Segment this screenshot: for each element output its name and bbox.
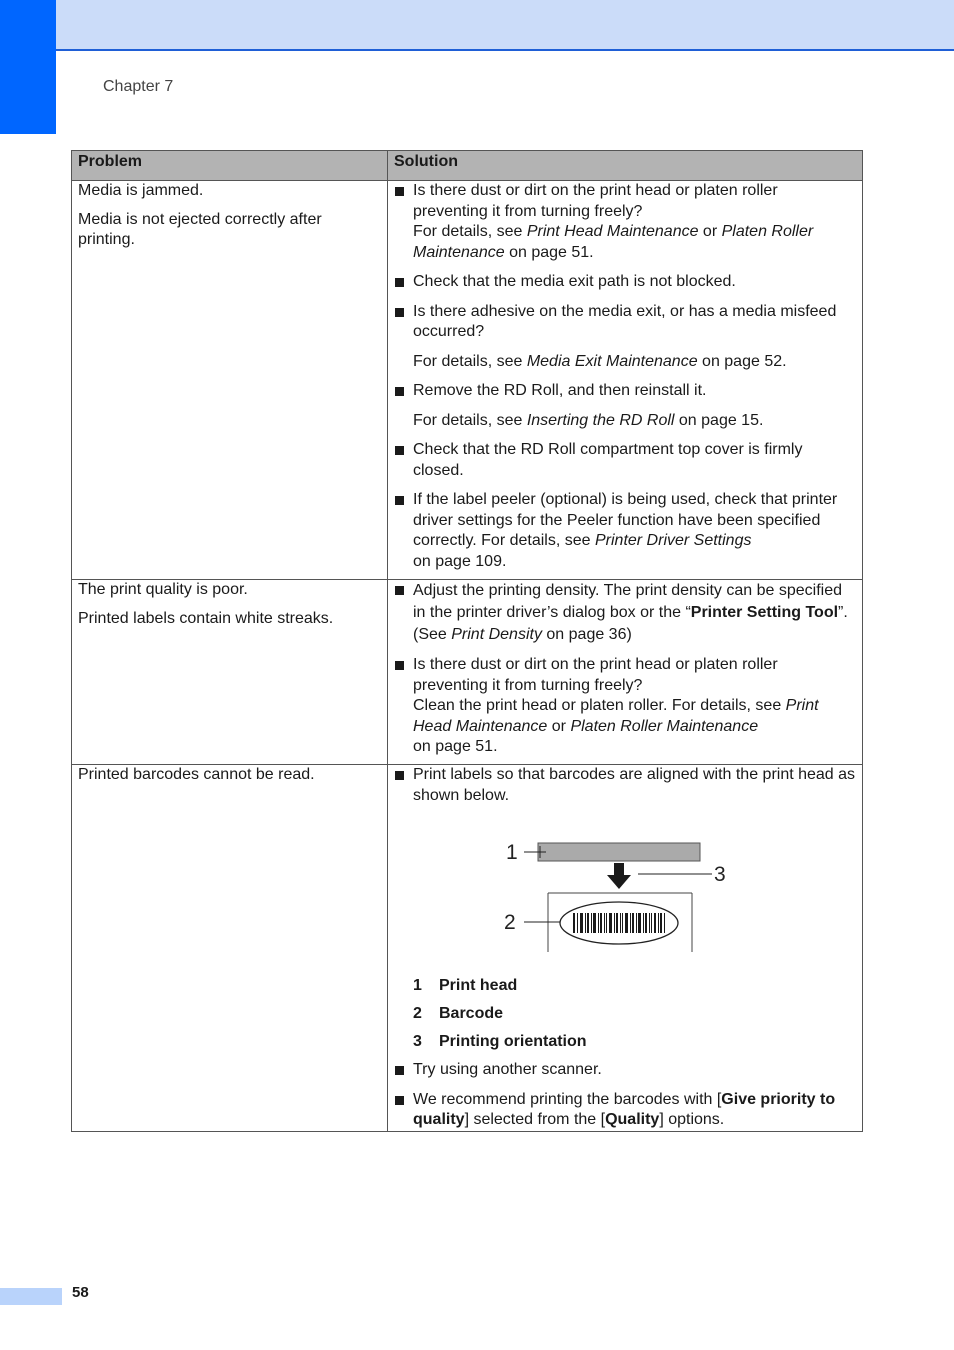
problem-text: Media is not ejected correctly after printing.: [78, 211, 322, 248]
cross-reference: Platen Roller Maintenance: [413, 223, 814, 261]
cross-reference: Platen Roller Maintenance: [570, 717, 759, 735]
solution-cell: [388, 181, 863, 580]
alignment-diagram: [490, 832, 730, 956]
problem-cell: [72, 765, 388, 1132]
table-header-row: [72, 151, 863, 181]
callout-2: 2: [504, 911, 516, 934]
page-number-tab: [0, 1288, 62, 1305]
problem-text: The print quality is poor.: [78, 581, 248, 598]
problem-text: Media is jammed.: [78, 182, 204, 199]
bullet-square-icon: [395, 771, 404, 780]
cross-reference: Printer Driver Settings: [594, 532, 752, 549]
solution-item: Print labels so that barcodes are aligned with the print head as shown below.: [394, 765, 856, 806]
barcode-alignment-figure: [394, 806, 834, 976]
bullet-square-icon: [395, 496, 404, 505]
problem-text: Printed barcodes cannot be read.: [78, 766, 315, 783]
legend-item: 2 Barcode: [413, 1005, 504, 1022]
chapter-side-tab: [0, 0, 56, 134]
callout-3: 3: [714, 863, 726, 886]
solution-item: Remove the RD Roll, and then reinstall it. For details, see Inserting the RD Roll on page 15.: [394, 381, 856, 431]
bullet-square-icon: [395, 1096, 404, 1105]
column-header-solution: Solution: [388, 151, 863, 181]
bullet-square-icon: [395, 308, 404, 317]
bullet-square-icon: [395, 446, 404, 455]
bullet-square-icon: [395, 187, 404, 196]
figure-legend: [394, 976, 856, 1052]
table-row: [72, 181, 863, 580]
page-number: 58: [72, 1284, 89, 1301]
problem-cell: [72, 580, 388, 765]
solution-cell: [388, 580, 863, 765]
cross-reference: Print Head Maintenance: [526, 223, 699, 240]
cross-reference: Print Head Maintenance: [413, 697, 819, 735]
callout-1: 1: [506, 841, 518, 864]
bullet-square-icon: [395, 661, 404, 670]
bullet-square-icon: [395, 387, 404, 396]
solution-item: If the label peeler (optional) is being used, check that printer driver settings for the Peeler function have been specified correctly. For details, see Printer Driver Settings on page 109.: [394, 490, 856, 572]
solution-cell: [388, 765, 863, 1132]
print-head-bar: [538, 843, 700, 861]
ui-term: Give priority to quality: [413, 1090, 836, 1128]
legend-item: 3 Printing orientation: [413, 1033, 587, 1050]
solution-item: Is there dust or dirt on the print head or platen roller preventing it from turning freely? For details, see Print Head Maintenance or Platen Roller Maintenance on page 51.: [394, 181, 856, 263]
table-row: [72, 765, 863, 1132]
header-band: [0, 0, 954, 51]
bullet-square-icon: [395, 278, 404, 287]
troubleshooting-table: [71, 150, 863, 1132]
legend-item: 1 Print head: [413, 977, 518, 994]
cross-reference: Media Exit Maintenance: [526, 352, 698, 370]
solution-item: Try using another scanner.: [394, 1060, 856, 1081]
solution-item: Is there adhesive on the media exit, or has a media misfeed occurred? For details, see Media Exit Maintenance on page 52.: [394, 302, 856, 373]
orientation-arrow-shaft: [614, 863, 624, 875]
solution-item: We recommend printing the barcodes with [Give priority to quality] selected from the [Quality] options.: [394, 1090, 856, 1131]
solution-item: Adjust the printing density. The print density can be specified in the printer driver’s dialog box or the “Printer Setting Tool”. (See Print Density on page 36): [394, 580, 856, 646]
problem-text: Printed labels contain white streaks.: [78, 610, 334, 627]
solution-item: Is there dust or dirt on the print head or platen roller preventing it from turning freely? Clean the print head or platen roller. For details, see Print Head Maintenance or Platen Roller Maintenance on page 51.: [394, 655, 856, 758]
table-row: [72, 580, 863, 765]
cross-reference: Print Density: [451, 626, 542, 643]
orientation-arrow-head: [607, 875, 631, 889]
cross-reference: Inserting the RD Roll: [526, 411, 675, 429]
problem-cell: [72, 181, 388, 580]
ui-term: Quality: [605, 1111, 660, 1128]
solution-item: Check that the RD Roll compartment top cover is firmly closed.: [394, 440, 856, 481]
ui-term: Printer Setting Tool: [690, 604, 839, 621]
bullet-square-icon: [395, 586, 404, 595]
chapter-label: Chapter 7: [103, 78, 174, 95]
bullet-square-icon: [395, 1066, 404, 1075]
solution-item: Check that the media exit path is not blocked.: [394, 272, 856, 293]
column-header-problem: Problem: [72, 151, 388, 181]
